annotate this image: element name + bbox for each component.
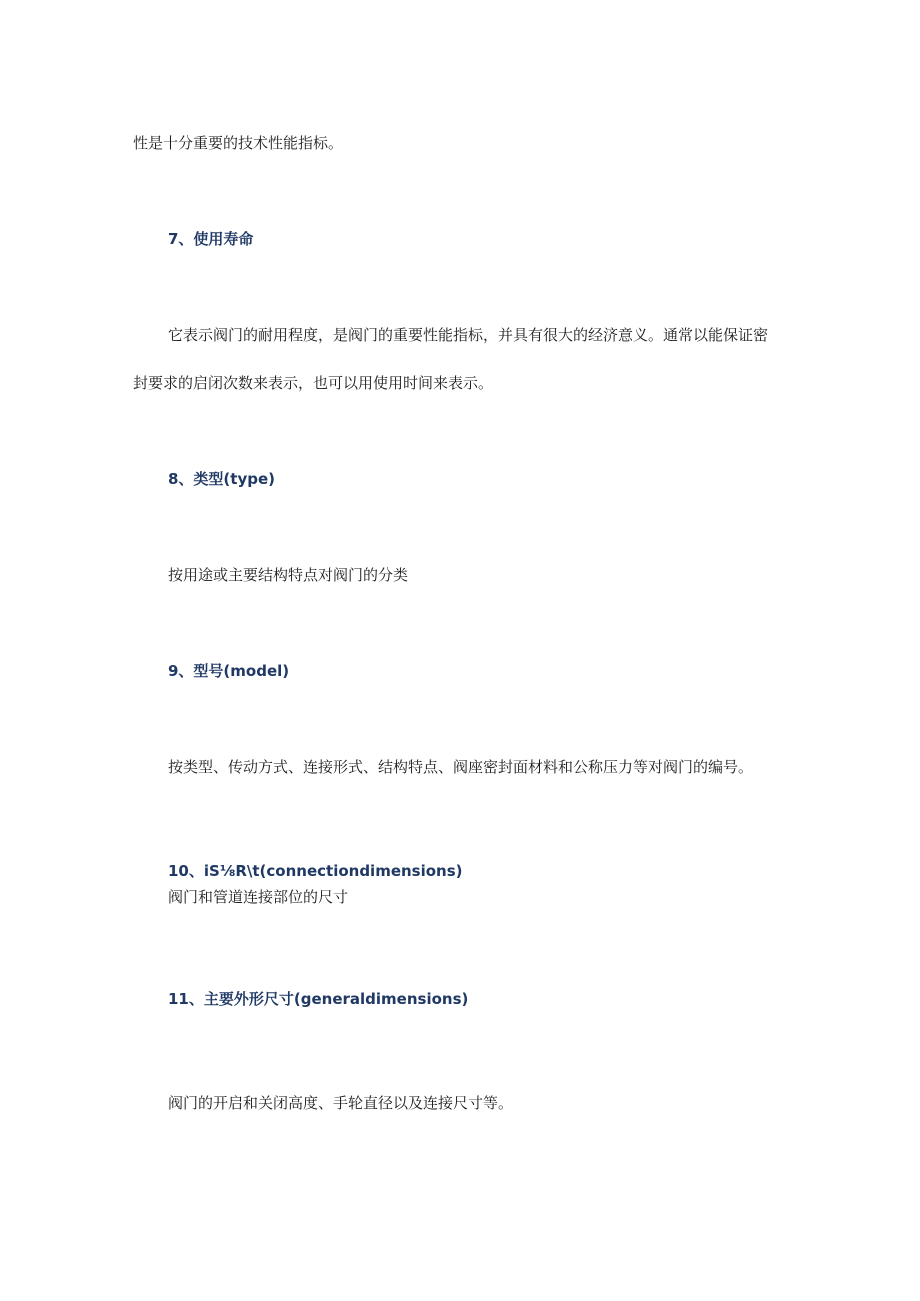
section-heading-7: 7、使用寿命: [168, 230, 254, 248]
paragraph-line: 按用途或主要结构特点对阀门的分类: [168, 566, 409, 584]
paragraph-line: 阀门和管道连接部位的尺寸: [168, 888, 349, 906]
paragraph-line: 它表示阀门的耐用程度，是阀门的重要性能指标，并具有很大的经济意义。通常以能保证密: [168, 326, 769, 344]
section-heading-8: 8、类型(type): [168, 470, 276, 488]
section-heading-11: 11、主要外形尺寸(generaldimensions): [168, 990, 469, 1008]
paragraph-line: 按类型、传动方式、连接形式、结构特点、阀座密封面材料和公称压力等对阀门的编号。: [168, 758, 754, 776]
paragraph-line: 阀门的开启和关闭高度、手轮直径以及连接尺寸等。: [168, 1094, 514, 1112]
section-heading-9: 9、型号(model): [168, 662, 290, 680]
section-heading-10: 10、iS⅛R\t(connectiondimensions): [168, 862, 463, 880]
paragraph-line: 封要求的启闭次数来表示，也可以用使用时间来表示。: [133, 374, 494, 392]
paragraph-line: 性是十分重要的技术性能指标。: [133, 134, 344, 152]
